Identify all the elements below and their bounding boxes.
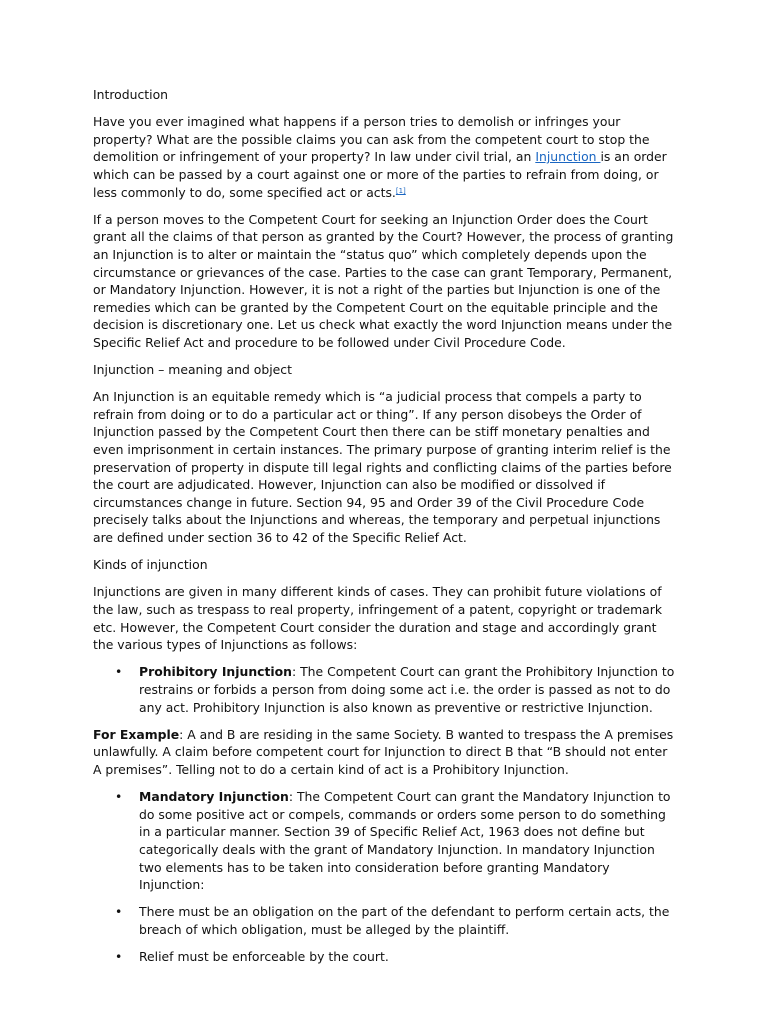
mandatory-text: : The Competent Court can grant the Mandatory Injunction to do some positive act or compels, commands or orders some person to do something in a particular manner. Section 39 of Specific Relief Act, 1963 does not define but categorically deals with the grant of Mandatory Injunction. In mandatory Injunction two elements has to be taken into consideration before granting Mandatory Injunction: — [139, 789, 671, 893]
injunction-link[interactable]: Injunction — [535, 149, 601, 165]
document-body — [93, 86, 677, 975]
meaning-heading: Injunction – meaning and object — [93, 362, 292, 378]
list-item — [93, 663, 677, 716]
prohibitory-title: Prohibitory Injunction — [139, 664, 292, 680]
intro-paragraph-1 — [93, 113, 677, 201]
example-text: : A and B are residing in the same Society. B wanted to trespass the A premises unlawfully. A claim before competent court for Injunction to direct B that “B should not enter A premises”. Telling not to do a certain kind of act is a Prohibitory Injunction. — [93, 726, 674, 777]
kinds-heading: Kinds of injunction — [93, 557, 208, 573]
list-item — [93, 788, 677, 894]
kinds-paragraph: Injunctions are given in many different kinds of cases. They can prohibit future violations of the law, such as trespass to real property, infringement of a patent, copyright or trademark etc. However, the Competent Court consider the duration and stage and accordingly grant the various types of Injunctions as follows: — [93, 584, 663, 653]
mandatory-title: Mandatory Injunction — [139, 789, 289, 805]
prohibitory-text: : The Competent Court can grant the Prohibitory Injunction to restrains or forbids a person from doing some act i.e. the order is passed as not to do any act. Prohibitory Injunction is also known as preventive or restrictive Injunction. — [139, 664, 675, 715]
list-item: • There must be an obligation on the part of the defendant to perform certain acts, the breach of which obligation, must be alleged by the plaintiff. — [93, 903, 677, 938]
example-paragraph — [93, 726, 677, 779]
example-label: For Example — [93, 726, 180, 742]
list-item: • Relief must be enforceable by the court. — [93, 948, 677, 966]
intro-paragraph-2: If a person moves to the Competent Court for seeking an Injunction Order does the Court grant all the claims of that person as granted by the Court? However, the process of granting an Injunction is to alter or maintain the “status quo” which completely depends upon the circumstance or grievances of the case. Parties to the case can grant Temporary, Permanent, or Mandatory Injunction. However, it is not a right of the parties but Injunction is one of the remedies which can be granted by the Competent Court on the equitable principle and the decision is discretionary one. Let us check what exactly the word Injunction means under the Specific Relief Act and procedure to be followed under Civil Procedure Code. — [93, 211, 674, 350]
mandatory-list — [93, 788, 677, 966]
intro-heading: Introduction — [93, 87, 169, 102]
footnote-ref-1[interactable]: [1] — [395, 186, 406, 195]
intro-p1-text-end: is an order which can be passed by a court against one or more of the parties to refrain from doing, or less commonly to do, some specified act or acts. — [93, 149, 667, 200]
meaning-paragraph: An Injunction is an equitable remedy which is “a judicial process that compels a party to refrain from doing or to do a particular act or thing”. If any person disobeys the Order of Injunction passed by the Competent Court then there can be stiff monetary penalties and even imprisonment in certain instances. The primary purpose of granting interim relief is the preservation of property in dispute till legal rights and conflicting claims of the parties before the court are adjudicated. However, Injunction can also be modified or dissolved if circumstances change in future. Section 94, 95 and Order 39 of the Civil Procedure Code precisely talks about the Injunctions and whereas, the temporary and perpetual injunctions are defined under section 36 to 42 of the Specific Relief Act. — [93, 389, 672, 546]
prohibitory-list — [93, 663, 677, 716]
intro-p1-text-start: Have you ever imagined what happens if a person tries to demolish or infringes your property? What are the possible claims you can ask from the competent court to stop the demolition or infringement of your property? In law under civil trial, an — [93, 114, 650, 165]
